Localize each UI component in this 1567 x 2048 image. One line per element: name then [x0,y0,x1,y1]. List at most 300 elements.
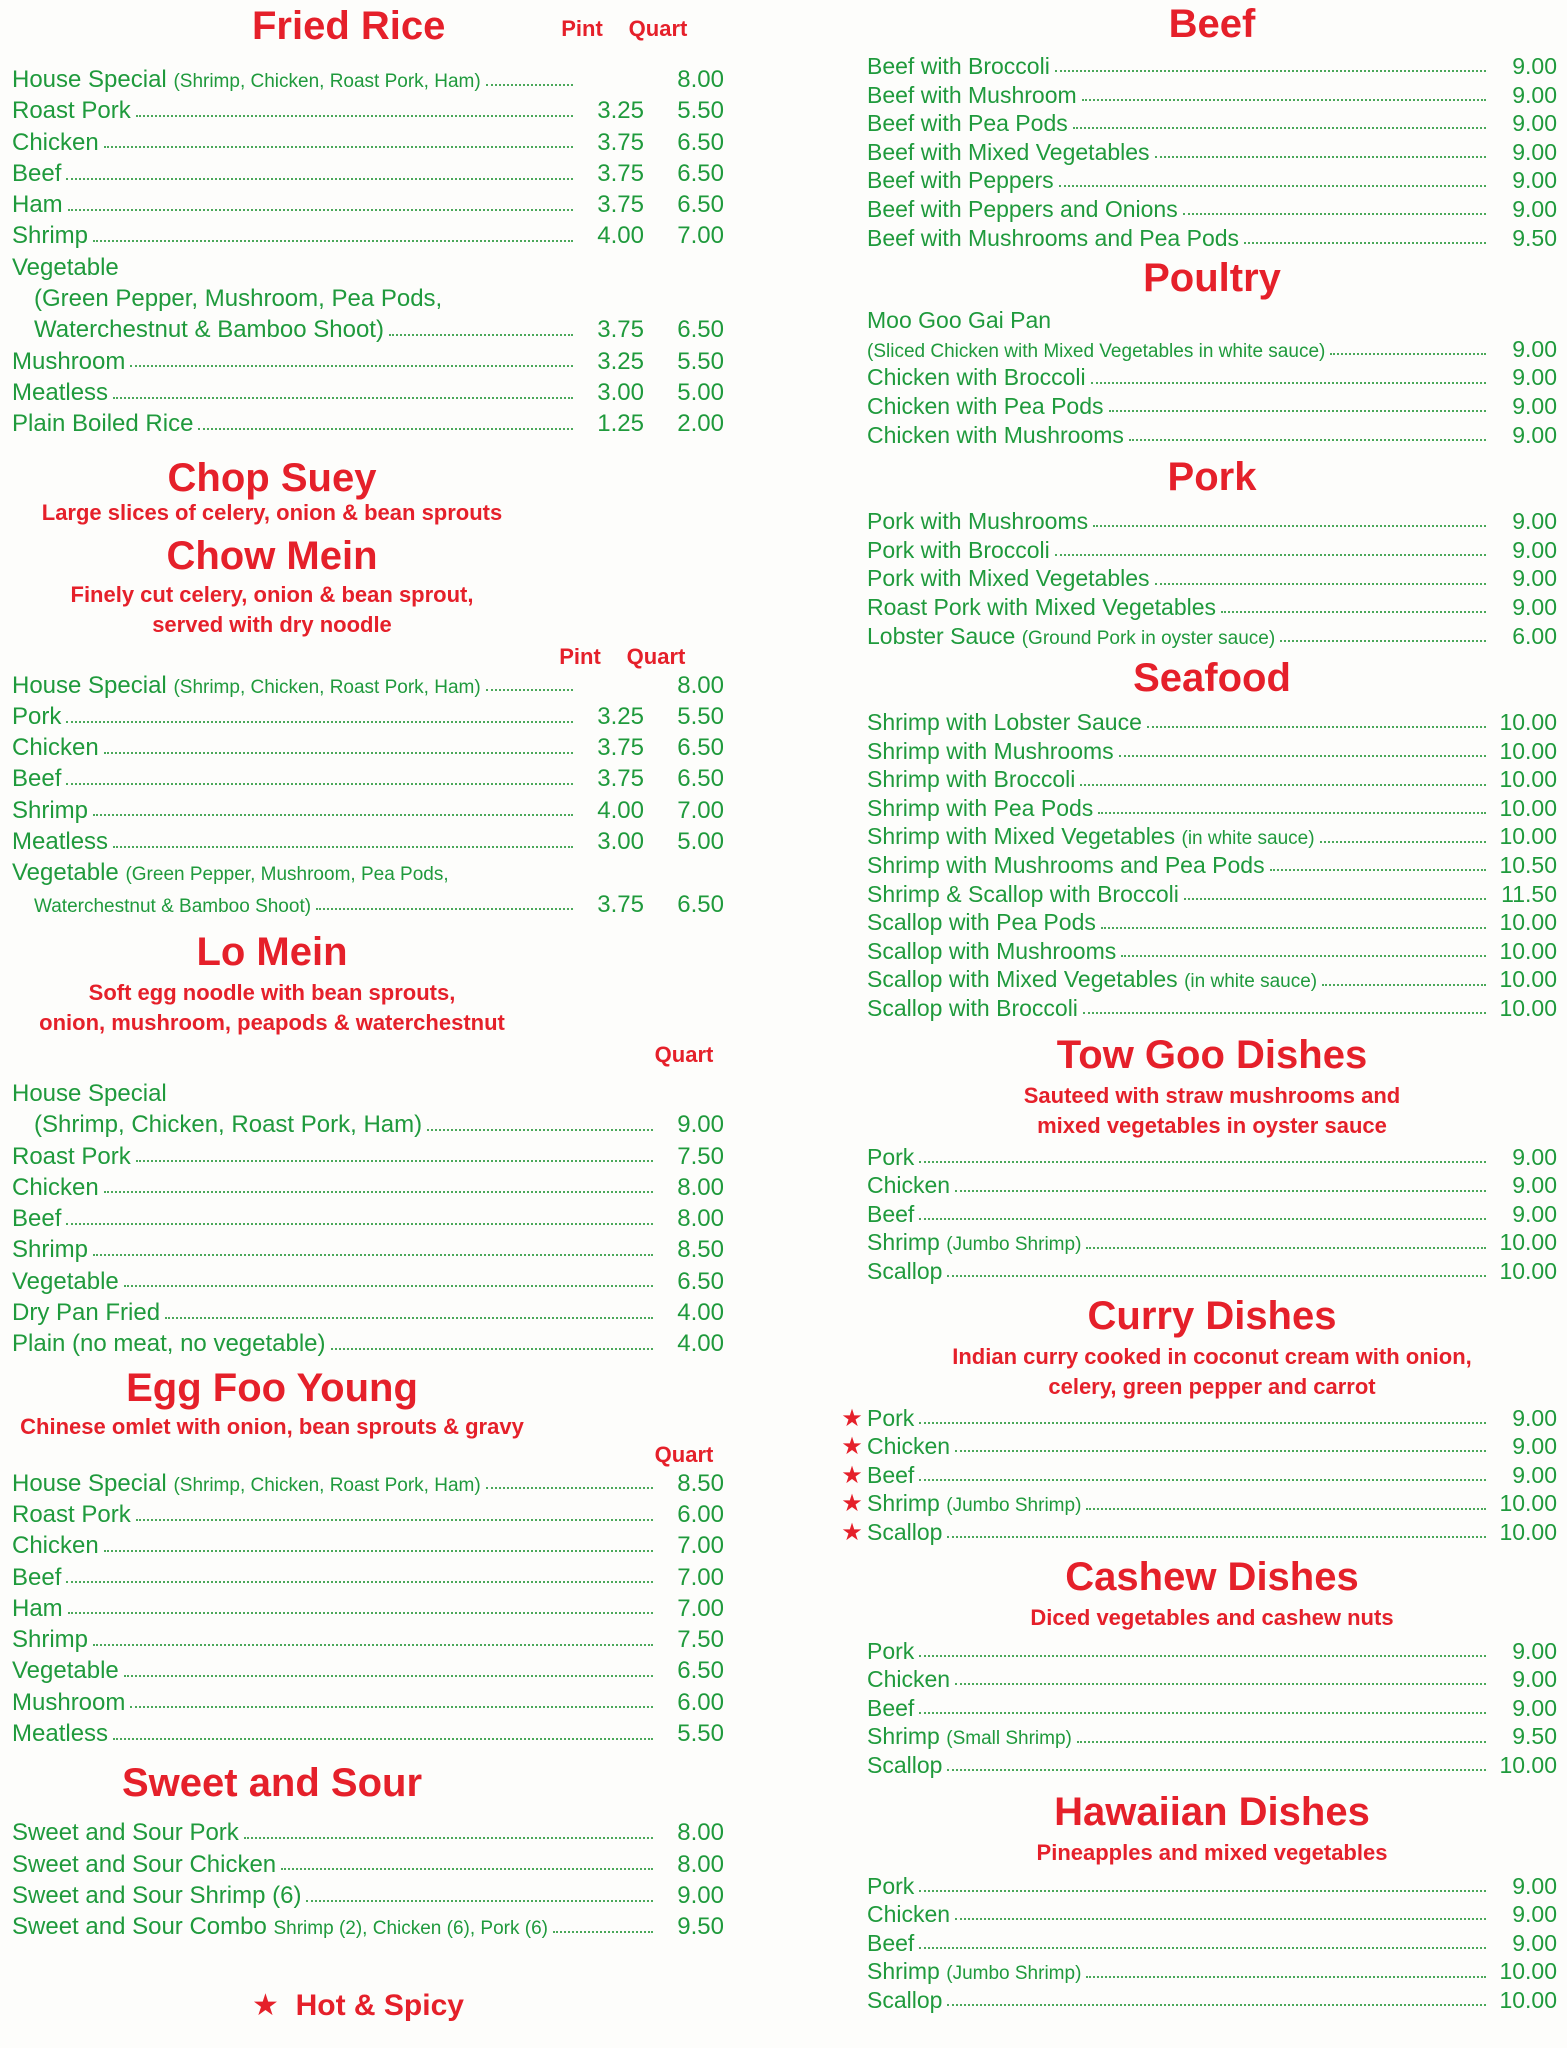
section-description: Soft egg noodle with bean sprouts, [88,979,456,1005]
menu-item [867,851,1557,880]
item-note: (Shrimp, Chicken, Roast Pork, Ham) [173,1474,481,1496]
sweet-and-sour-items [12,1817,724,1942]
section-description: Large slices of celery, onion & bean sprouts [41,499,503,525]
price: 7.50 [677,1142,724,1170]
item-name: Beef with Mushrooms and Pea Pods [867,224,1240,251]
price: 9.00 [1512,1637,1557,1664]
price: 6.50 [677,1657,724,1685]
item-name: Meatless [12,378,109,406]
column-header-quart: Quart [654,1441,714,1467]
column-header-quart: Quart [626,643,686,669]
menu-item [12,1468,724,1499]
item-name: Meatless [12,1719,109,1747]
item-name: Pork with Mixed Vegetables [867,565,1150,592]
section-title-pork: Pork [1167,455,1257,500]
price-quart: 6.50 [677,128,724,156]
menu-item [12,189,724,220]
item-name: Ham [12,1594,63,1622]
price: 8.00 [677,1819,724,1847]
price-quart: 5.50 [677,97,724,125]
menu-item [867,1929,1557,1958]
poultry-items [867,363,1557,449]
price-pint: 3.25 [597,347,644,375]
price: 8.50 [677,1236,724,1264]
price: 6.50 [677,1267,724,1295]
section-sweet-and-sour [12,1761,724,1806]
item-name: Roast Pork [12,97,131,125]
section-title-hawaiian: Hawaiian Dishes [1054,1789,1370,1834]
price: 7.00 [677,1594,724,1622]
menu-item [867,1228,1557,1257]
item-name: Roast Pork with Mixed Vegetables [867,593,1217,620]
item-name: Roast Pork [12,1500,131,1528]
menu-item: Waterchestnut & Bamboo Shoot) 3.75 6.50 [12,314,724,345]
section-title-seafood: Seafood [1133,656,1291,701]
item-name: Vegetable [12,1267,119,1295]
price-pint: 3.25 [597,702,644,730]
menu-item [12,1849,724,1880]
price: 9.00 [1512,1433,1557,1460]
menu-item [867,81,1557,110]
menu-item [12,127,724,158]
price-quart: 6.50 [677,316,724,344]
price: 7.00 [677,1532,724,1560]
price: 9.00 [677,1881,724,1909]
item-name: Beef [867,1200,915,1227]
price-pint: 3.75 [597,159,644,187]
price-quart: 5.00 [677,828,724,856]
menu-item [867,52,1557,81]
price: 9.50 [1512,1723,1557,1750]
menu-item [12,1593,724,1624]
price-pint: 3.00 [597,378,644,406]
price-pint: 4.00 [597,796,644,824]
item-name: Beef [12,159,62,187]
item-name: Beef with Pea Pods [867,110,1068,137]
price: 6.00 [677,1500,724,1528]
item-name: Scallop with Broccoli [867,995,1078,1022]
menu-item [867,109,1557,138]
section-title: Sweet and Sour [121,1761,423,1806]
item-name: Chicken [867,1666,951,1693]
item-name: Chicken [12,1173,99,1201]
menu-item [12,95,724,126]
menu-item [867,564,1557,593]
menu-item [12,1655,724,1686]
price: 9.00 [1512,1461,1557,1488]
item-name: Scallop with Mushrooms [867,937,1117,964]
menu-item [867,195,1557,224]
item-name: Shrimp [12,796,89,824]
price: 9.00 [1512,1901,1557,1928]
item-name: Shrimp [867,1229,940,1256]
price: 10.50 [1499,852,1557,879]
menu-item [867,1986,1557,2015]
item-name: Roast Pork [12,1142,131,1170]
star-icon: ★ [252,1989,279,2022]
item-name: Pork with Broccoli [867,536,1050,563]
menu-item [867,994,1557,1023]
menu-item [12,1687,724,1718]
section-title: Chow Mein [166,533,378,578]
price: 9.00 [1512,392,1557,419]
menu-item [12,1562,724,1593]
item-name: Pork [12,702,62,730]
item-name: Beef with Mushroom [867,81,1077,108]
menu-item [867,1722,1557,1751]
item-name: Shrimp with Lobster Sauce [867,709,1142,736]
item-name: Plain (no meat, no vegetable) [12,1330,326,1358]
price-quart: 5.00 [677,378,724,406]
section-egg-foo-young [12,1365,724,1468]
item-name: Beef [12,1205,62,1233]
price: 6.00 [677,1688,724,1716]
item-name: Dry Pan Fried [12,1299,161,1327]
item-name: Mushroom [12,347,126,375]
right-menu-column [841,2,1557,2015]
cashew-items [867,1637,1557,1780]
column-header-pint: Pint [561,16,603,41]
price: 9.00 [1512,565,1557,592]
item-name: Meatless [12,828,109,856]
price: 10.00 [1499,1518,1557,1545]
item-name: Shrimp with Mixed Vegetables [867,823,1176,850]
menu-item [867,908,1557,937]
item-name: Scallop with Pea Pods [867,909,1096,936]
section-title: Egg Foo Young [126,1365,418,1410]
menu-item [12,826,724,857]
menu-item: Vegetable (Green Pepper, Mushroom, Pea Pods, [12,859,449,887]
price-pint: 3.00 [597,828,644,856]
item-name: Sweet and Sour Pork [12,1819,239,1847]
item-name: Beef with Peppers [867,167,1054,194]
item-note: (Jumbo Shrimp) [946,1963,1082,1985]
price-quart: 5.50 [677,347,724,375]
price: 9.50 [677,1913,724,1941]
price: 9.00 [1512,1872,1557,1899]
lo-mein-items [12,1141,724,1360]
price-quart: 9.00 [677,1111,724,1139]
menu-item [867,708,1557,737]
price: 9.00 [1512,195,1557,222]
menu-item [12,408,724,439]
menu-item: House Special [12,1079,167,1107]
price: 10.00 [1499,1229,1557,1256]
section-description: celery, green pepper and carrot [1048,1373,1376,1399]
item-note: (Shrimp, Chicken, Roast Pork, Ham) [173,676,481,698]
price-quart: 6.50 [677,159,724,187]
section-title-cashew: Cashew Dishes [1065,1554,1359,1599]
item-name: Chicken with Mushrooms [867,421,1124,448]
price: 10.00 [1499,709,1557,736]
section-title-tow-goo: Tow Goo Dishes [1056,1032,1368,1077]
item-name: Chicken [867,1172,951,1199]
price: 9.00 [1512,53,1557,79]
menu-item [867,1143,1557,1172]
menu-item [867,363,1557,392]
price: 9.00 [1512,335,1557,362]
price: 9.00 [1512,1666,1557,1693]
item-name: House Special [12,671,167,699]
item-name: Pork [867,1143,915,1170]
fried-rice-items-2 [12,346,724,440]
item-note: (Ground Pork in oyster sauce) [1021,627,1276,649]
menu-item [12,220,724,251]
menu-item [867,1900,1557,1929]
item-name: Chicken with Broccoli [867,364,1086,391]
menu-item [12,1172,724,1203]
section-description: Sauteed with straw mushrooms and [1023,1082,1401,1108]
left-menu-column [12,2,724,1942]
price-pint: 3.75 [597,191,644,219]
item-name: Sweet and Sour Combo [12,1913,267,1941]
menu-item [841,1432,1557,1461]
menu-item [12,1328,724,1359]
price-quart: 7.00 [677,222,724,250]
item-name: House Special [12,66,167,93]
item-name: Shrimp with Broccoli [867,766,1076,793]
menu-item [12,1297,724,1328]
menu-item: (Sliced Chicken with Mixed Vegetables in white sauce) 9.00 [867,335,1557,362]
menu-item [841,1489,1557,1518]
section-lo-mein [12,929,724,1068]
item-name: Scallop [867,1518,943,1545]
price: 9.00 [1512,110,1557,137]
item-name: Chicken [12,1532,99,1560]
item-name: Ham [12,191,63,219]
price: 5.50 [677,1719,724,1747]
beef-items [867,52,1557,252]
price-quart: 8.00 [677,66,724,93]
star-icon: ★ [841,1490,863,1518]
price-pint: 4.00 [597,222,644,250]
section-title-beef: Beef [1168,2,1256,46]
egg-foo-young-items [12,1468,724,1750]
price: 10.00 [1499,1751,1557,1778]
menu-item [867,1957,1557,1986]
price: 9.00 [1512,1200,1557,1227]
section-title: Chop Suey [167,455,377,500]
menu-item [867,765,1557,794]
menu-item [867,166,1557,195]
item-name: Shrimp [12,1626,89,1654]
section-description: Diced vegetables and cashew nuts [1030,1604,1394,1630]
price-pint: 3.25 [597,97,644,125]
price-quart: 6.50 [677,765,724,793]
menu-item: Moo Goo Gai Pan [867,307,1052,334]
item-name: House Special [12,1469,167,1497]
menu-item [841,1518,1557,1547]
column-header-quart: Quart [654,1041,714,1067]
section-title-poultry: Poultry [1143,256,1281,301]
menu-item [841,1404,1557,1433]
item-name: Lobster Sauce [867,622,1016,649]
price: 10.00 [1499,794,1557,821]
star-icon: ★ [841,1461,863,1489]
column-header-quart: Quart [628,16,688,41]
menu-item [12,1203,724,1234]
menu-item [867,937,1557,966]
item-name: Scallop [867,1258,943,1284]
menu-item [12,1530,724,1561]
menu-item [867,138,1557,167]
section-chow-mein [12,533,724,670]
menu-item [12,1624,724,1655]
item-name: Plain Boiled Rice [12,410,194,438]
item-name: Scallop [867,1751,943,1778]
item-note: (Small Shrimp) [946,1728,1072,1750]
pork-items [867,507,1557,650]
price-pint: 3.75 [597,316,644,344]
section-title: Lo Mein [196,929,348,974]
menu-item [12,1141,724,1172]
item-note: (in white sauce) [1181,828,1315,850]
star-icon: ★ [841,1404,863,1432]
price: 11.50 [1501,880,1557,907]
section-fried-rice [12,2,724,48]
item-name: Beef [867,1461,915,1488]
fried-rice-items [12,64,724,252]
price-pint: 3.75 [597,890,644,918]
menu-item [12,1880,724,1911]
item-name: Shrimp [12,222,89,250]
menu-item [841,1461,1557,1490]
item-name: Chicken [12,734,99,762]
price: 7.50 [677,1626,724,1654]
seafood-items [867,708,1557,1023]
price: 8.00 [677,1850,724,1878]
menu-item [867,1637,1557,1666]
price: 9.00 [1512,1172,1557,1199]
section-title: Fried Rice [252,4,446,48]
price: 9.00 [1512,1929,1557,1956]
price-quart: 7.00 [677,796,724,824]
price: 9.50 [1512,224,1557,251]
price-quart: 6.50 [677,890,724,918]
price: 8.50 [677,1469,724,1497]
menu-item-note: (Green Pepper, Mushroom, Pea Pods, [34,285,443,313]
price: 9.00 [1512,1143,1557,1170]
price-pint: 3.75 [597,128,644,156]
menu-item [867,421,1557,450]
item-name: Beef [12,765,62,793]
item-name: Pork [867,1637,915,1664]
menu-item [867,1694,1557,1723]
menu-item [12,346,724,377]
item-name: Scallop with Mixed Vegetables [867,966,1178,993]
item-name: Vegetable [12,1657,119,1685]
price-quart: 6.50 [677,734,724,762]
price: 9.00 [1512,138,1557,165]
item-name: Pork [867,1404,915,1431]
price: 10.00 [1499,1958,1557,1985]
menu-item [867,622,1557,651]
price: 10.00 [1499,766,1557,793]
price: 6.00 [1512,622,1557,649]
item-name: Beef with Mixed Vegetables [867,138,1150,165]
item-name: Pork [867,1872,915,1899]
menu-item [12,1817,724,1848]
item-name: Scallop [867,1986,943,2013]
price: 10.00 [1499,1258,1557,1284]
price: 10.00 [1499,995,1557,1022]
price: 9.00 [1512,508,1557,535]
price-quart: 2.00 [677,410,724,438]
section-description: served with dry noodle [152,611,392,637]
menu-item [867,822,1557,851]
menu-item: Vegetable [12,253,119,281]
section-description: onion, mushroom, peapods & waterchestnut [39,1009,505,1035]
menu-item [867,1257,1557,1286]
star-icon: ★ [841,1433,863,1461]
item-name: Shrimp [867,1490,940,1517]
price-quart: 6.50 [677,191,724,219]
price: 9.00 [1512,1404,1557,1431]
item-name: Shrimp with Mushrooms and Pea Pods [867,852,1265,879]
menu-item [867,392,1557,421]
price: 10.00 [1499,1490,1557,1517]
item-note: (Jumbo Shrimp) [946,1495,1082,1517]
menu-item [867,1665,1557,1694]
item-name: Sweet and Sour Shrimp (6) [12,1881,302,1909]
item-name: Beef with Peppers and Onions [867,195,1178,222]
price: 9.00 [1512,81,1557,108]
item-name: Beef [12,1563,62,1591]
curry-items [841,1404,1557,1547]
menu-item [867,737,1557,766]
section-chop-suey [12,455,724,528]
price: 7.00 [677,1563,724,1591]
menu-item [12,1718,724,1749]
item-name: Chicken with Pea Pods [867,392,1104,419]
menu-item [12,1499,724,1530]
menu-item [12,377,724,408]
price: 8.00 [677,1173,724,1201]
hot-spicy-legend [252,1988,464,2023]
price: 10.00 [1499,737,1557,764]
item-name: Shrimp with Mushrooms [867,737,1114,764]
chow-mein-items [12,670,724,858]
star-icon: ★ [841,1518,863,1546]
section-description: Indian curry cooked in coconut cream with onion, [952,1343,1472,1369]
menu-item [867,1872,1557,1901]
menu-item: (Shrimp, Chicken, Roast Pork, Ham) 9.00 [12,1109,724,1140]
menu-item [867,880,1557,909]
section-title-curry: Curry Dishes [1087,1293,1337,1338]
item-name: Chicken [867,1433,951,1460]
price-quart: 5.50 [677,702,724,730]
price: 9.00 [1512,593,1557,620]
menu-item [12,1266,724,1297]
column-header-pint: Pint [559,643,601,669]
price: 9.00 [1512,1694,1557,1721]
tow-goo-items [867,1143,1557,1286]
item-name: Chicken [12,128,99,156]
price: 10.00 [1499,1986,1557,2013]
section-description: mixed vegetables in oyster sauce [1037,1112,1387,1138]
price: 9.00 [1512,364,1557,391]
menu-item [12,732,724,763]
menu-item [12,1234,724,1265]
item-note: Shrimp (2), Chicken (6), Pork (6) [273,1918,548,1940]
item-name: Shrimp [867,1958,940,1985]
price-pint: 3.75 [597,765,644,793]
section-description: Finely cut celery, onion & bean sprout, [70,581,474,607]
menu-item [12,763,724,794]
section-description: Chinese omlet with onion, bean sprouts & gravy [20,1413,524,1439]
price-quart: 8.00 [677,671,724,699]
item-note: (in white sauce) [1184,971,1318,993]
